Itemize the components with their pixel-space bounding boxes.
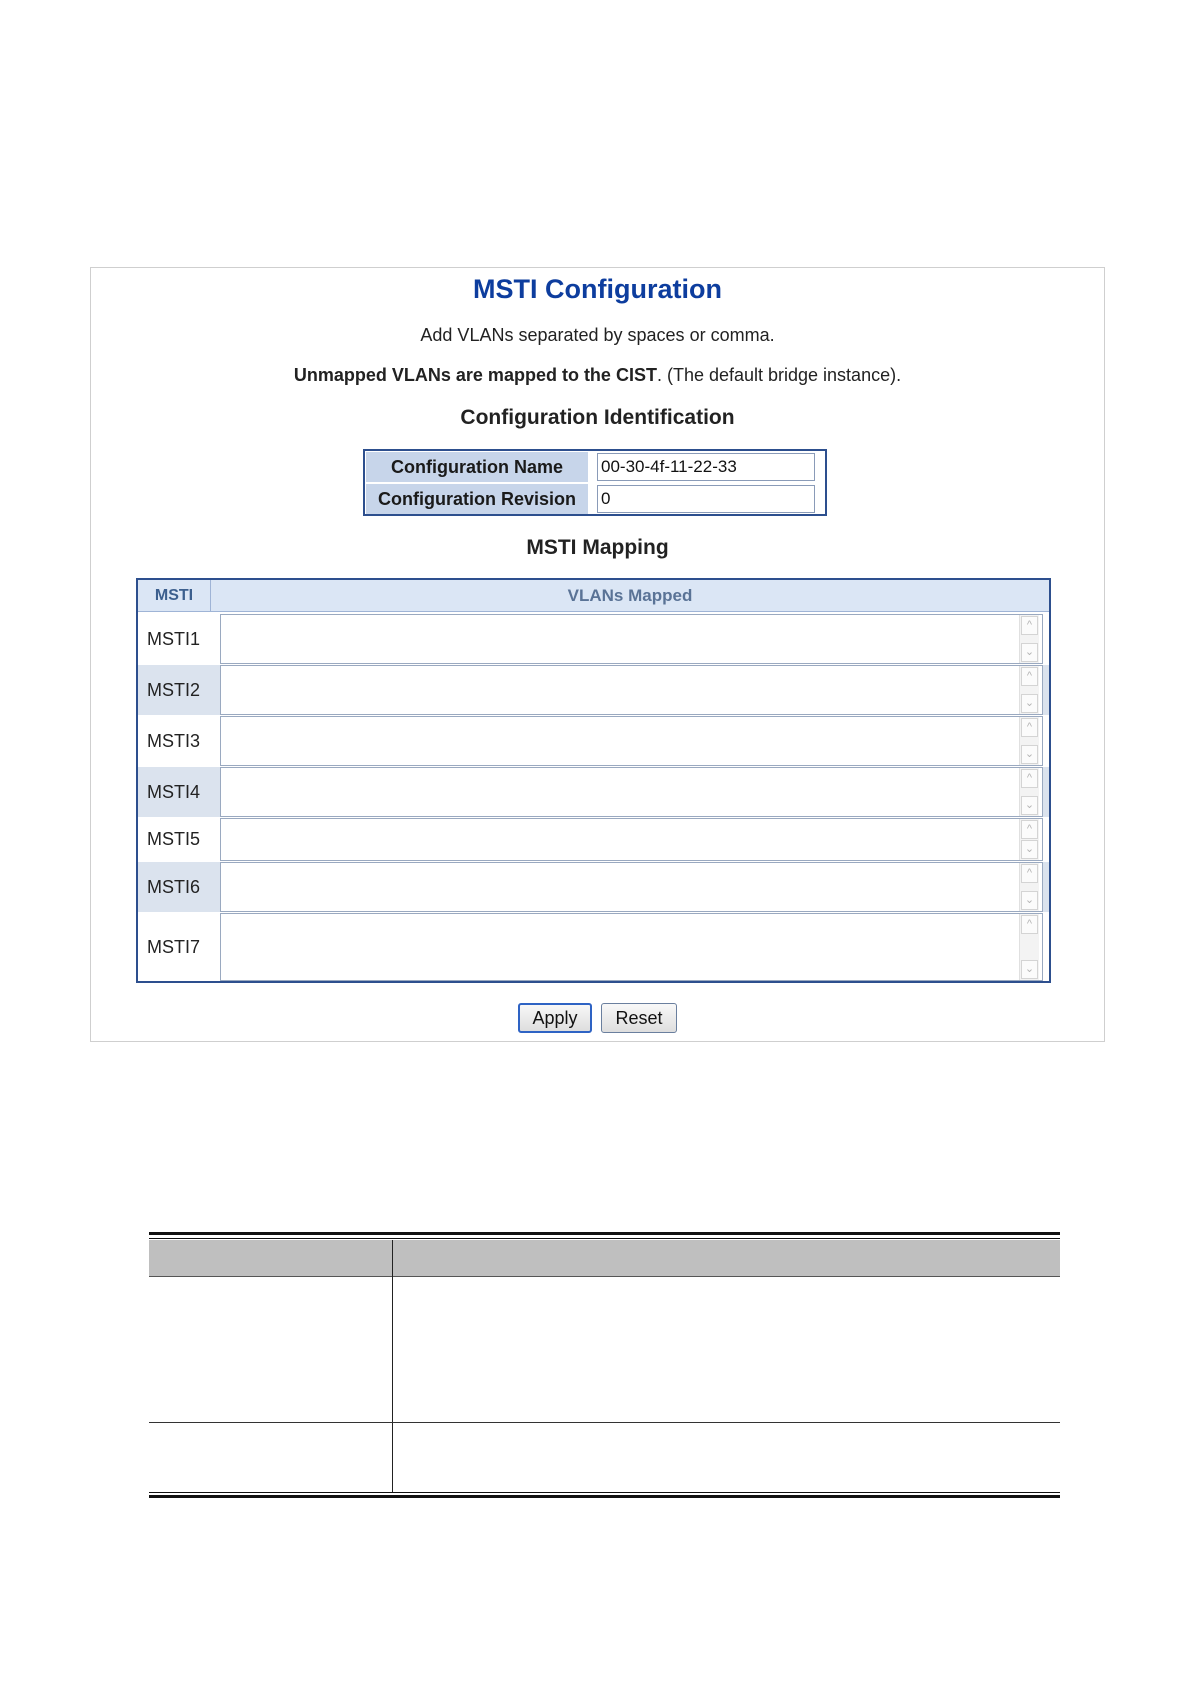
vlans-mapped-input-msti5[interactable]: [220, 818, 1043, 861]
table-row-msti2: [138, 665, 1049, 715]
vlans-scrollbar[interactable]: [1019, 717, 1039, 765]
vlans-scrollbar[interactable]: [1019, 863, 1039, 911]
msti-mapping-heading: MSTI Mapping: [526, 536, 669, 559]
vlans-scrollbar[interactable]: [1019, 768, 1039, 816]
chevron-down-icon[interactable]: ⌄: [1021, 694, 1038, 713]
mapping-table-header: [138, 580, 1049, 612]
vlans-mapped-input-msti4[interactable]: [220, 767, 1043, 817]
chevron-up-icon[interactable]: ^: [1021, 915, 1038, 934]
vlans-scrollbar[interactable]: [1019, 666, 1039, 714]
msti-label: MSTI2: [147, 679, 201, 700]
chevron-up-icon[interactable]: ^: [1021, 820, 1038, 839]
msti-label: MSTI5: [147, 829, 201, 849]
config-revision-label: Configuration Revision: [366, 484, 588, 514]
parameter-description-table: [149, 1232, 1060, 1499]
table-row-divider: [149, 1422, 1060, 1423]
msti-label: MSTI4: [147, 781, 201, 802]
chevron-up-icon[interactable]: ^: [1021, 616, 1038, 635]
table-column-divider: [392, 1240, 393, 1492]
msti-mapping-table: [136, 578, 1051, 983]
msti-label: MSTI1: [147, 628, 201, 649]
table-bottom-rule-thin: [149, 1492, 1060, 1493]
config-revision-input[interactable]: [597, 485, 815, 513]
table-row-msti5: [138, 818, 1049, 861]
add-vlans-note: Add VLANs separated by spaces or comma.: [420, 325, 775, 345]
chevron-down-icon[interactable]: ⌄: [1021, 960, 1038, 979]
msti-configuration-panel: [90, 267, 1105, 1042]
msti-label: MSTI7: [147, 936, 201, 957]
table-top-rule: [149, 1232, 1060, 1235]
config-identification-heading: Configuration Identification: [460, 406, 735, 429]
msti-label: MSTI3: [147, 730, 201, 751]
column-header-vlans-mapped: VLANs Mapped: [567, 586, 693, 605]
chevron-up-icon[interactable]: ^: [1021, 667, 1038, 686]
table-row-msti3: [138, 716, 1049, 766]
chevron-down-icon[interactable]: ⌄: [1021, 840, 1038, 859]
config-identification-table: [363, 449, 827, 516]
config-name-label: Configuration Name: [366, 452, 588, 482]
vlans-mapped-input-msti6[interactable]: [220, 862, 1043, 912]
table-row-msti6: [138, 862, 1049, 912]
chevron-up-icon[interactable]: ^: [1021, 864, 1038, 883]
config-name-input[interactable]: [597, 453, 815, 481]
unmapped-vlans-note: [91, 365, 1104, 386]
unmapped-vlans-note-bold: Unmapped VLANs are mapped to the CIST: [293, 365, 657, 385]
msti-label: MSTI6: [147, 876, 201, 897]
vlans-mapped-input-msti3[interactable]: [220, 716, 1043, 766]
vlans-scrollbar[interactable]: [1019, 615, 1039, 663]
vlans-mapped-input-msti1[interactable]: [220, 614, 1043, 664]
vlans-mapped-input-msti7[interactable]: [220, 913, 1043, 981]
table-bottom-rule: [149, 1495, 1060, 1498]
table-row-msti4: [138, 767, 1049, 817]
config-name-row: [365, 452, 825, 482]
chevron-down-icon[interactable]: ⌄: [1021, 891, 1038, 910]
table-row-msti7: [138, 913, 1049, 981]
vlans-scrollbar[interactable]: [1019, 914, 1039, 980]
table-header-row: [149, 1240, 1060, 1276]
chevron-down-icon[interactable]: ⌄: [1021, 796, 1038, 815]
reset-button[interactable]: Reset: [601, 1003, 677, 1033]
vlans-scrollbar[interactable]: [1019, 819, 1039, 860]
table-top-rule-thin: [149, 1238, 1060, 1239]
chevron-up-icon[interactable]: ^: [1021, 769, 1038, 788]
unmapped-vlans-note-rest: . (The default bridge instance).: [656, 365, 902, 385]
column-header-msti: MSTI: [138, 580, 211, 612]
config-revision-row: [365, 484, 825, 514]
apply-button[interactable]: Apply: [518, 1003, 592, 1033]
chevron-down-icon[interactable]: ⌄: [1021, 643, 1038, 662]
table-header-rule: [149, 1276, 1060, 1277]
page-title: MSTI Configuration: [473, 274, 722, 304]
vlans-mapped-input-msti2[interactable]: [220, 665, 1043, 715]
chevron-down-icon[interactable]: ⌄: [1021, 745, 1038, 764]
chevron-up-icon[interactable]: ^: [1021, 718, 1038, 737]
table-row-msti1: [138, 614, 1049, 664]
